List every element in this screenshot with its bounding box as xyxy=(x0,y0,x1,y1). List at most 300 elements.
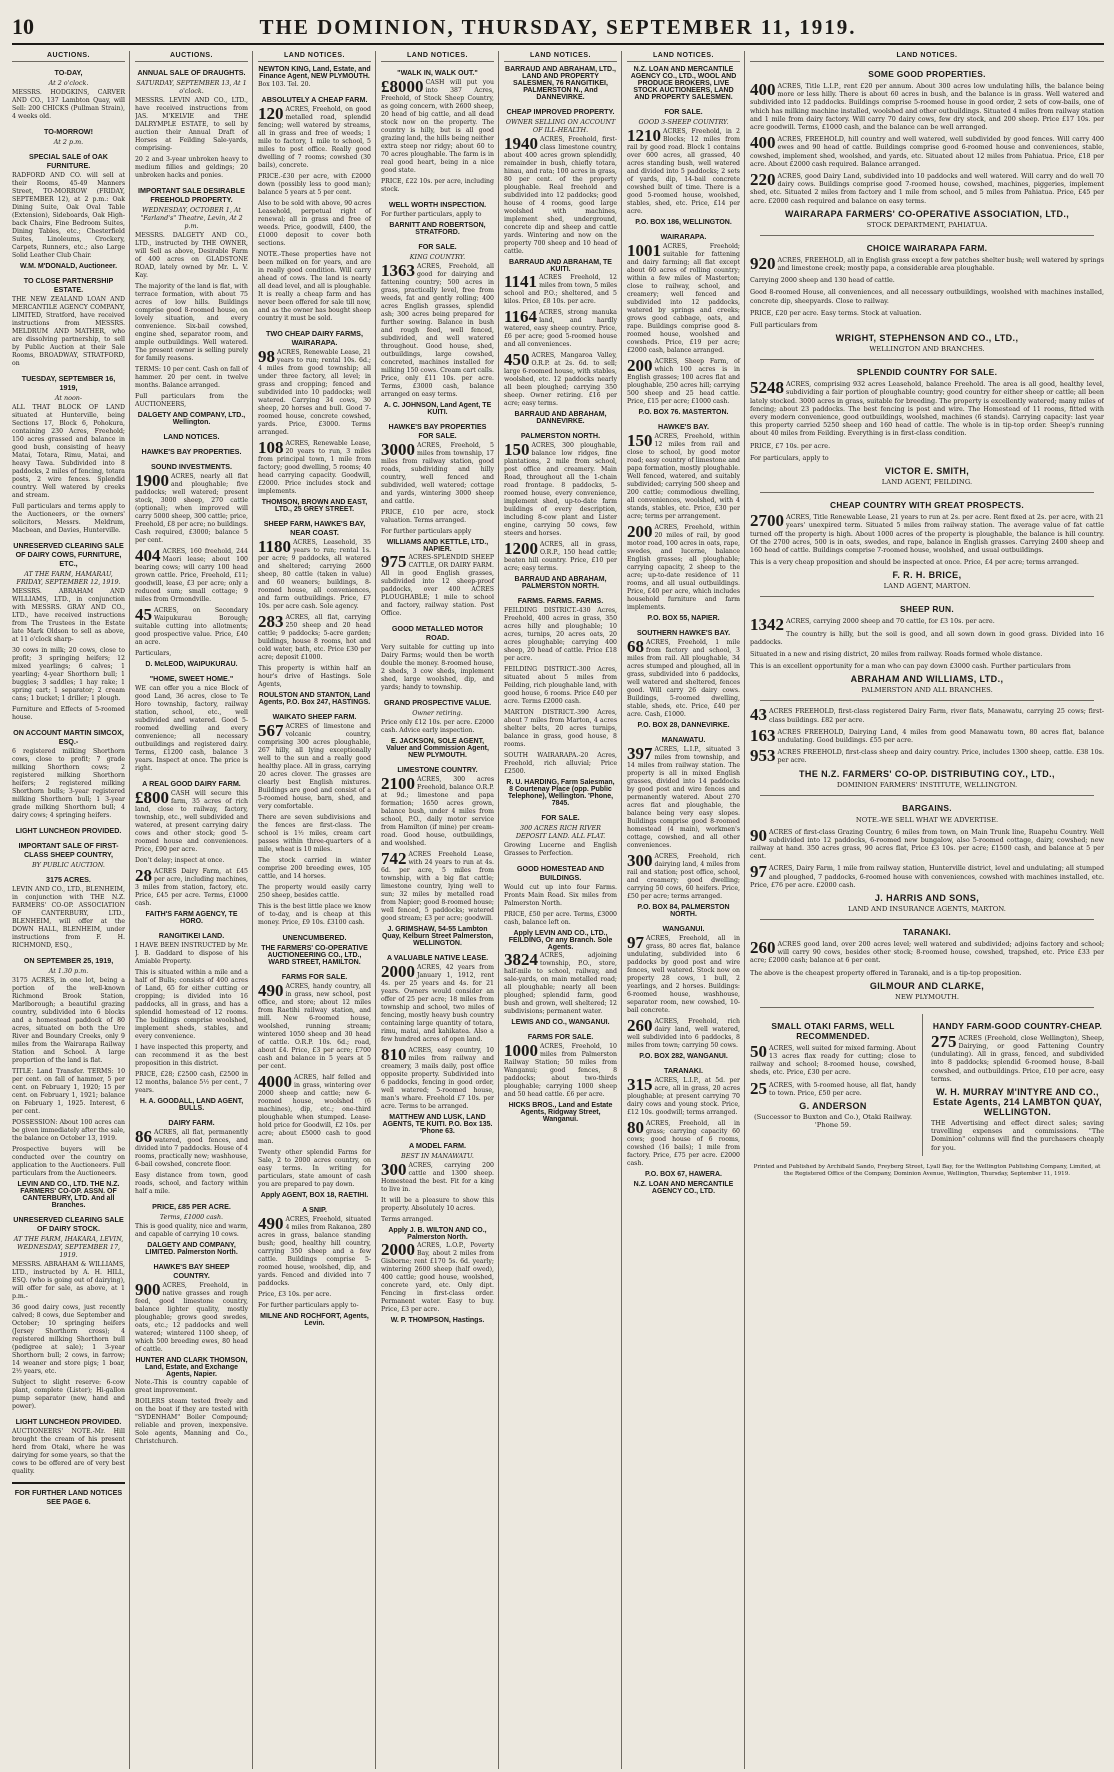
ad-acreage: 80 xyxy=(627,1118,644,1137)
advertiser-name: DALGETY AND COMPANY, LIMITED. Palmerston North. xyxy=(145,1242,238,1256)
ad-heading: HAWKE'S BAY. xyxy=(658,422,709,431)
ad-body: ACRES, on Secondary Waipukurau Borough; suitable cutting into allotments; good prospective value. Price, £40 an acre. xyxy=(135,607,248,646)
ad-text xyxy=(135,1172,248,1196)
ad-heading: HAWKE'S BAY SHEEP COUNTRY. xyxy=(153,1262,230,1280)
ad-heading: GOOD HOMESTEAD AND BUILDINGS. xyxy=(516,864,605,882)
ad-body: Subject to slight reserve: 6-cow plant, complete (Lister); Hi-gallon pump separator (new, hand and power). xyxy=(12,1379,125,1410)
advertiser-address: PALMERSTON AND ALL BRANCHES. xyxy=(861,686,993,695)
ad-subheading: AT THE FARM, HAMARAU, FRIDAY, SEPTEMBER 12, 1919. xyxy=(16,570,121,586)
ad-text xyxy=(381,554,494,618)
advertiser-name: LEWIS AND CO., WANGANUI. xyxy=(511,1019,610,1026)
property-listing xyxy=(750,725,1104,745)
split-ads xyxy=(750,1014,1104,1156)
section-divider xyxy=(760,1007,1094,1008)
ad-body: ACRES, Freehold, rich dairying land, 4 miles from rail and station; post office, school, and creamery; good dwelling; carrying 50 cows, 60 heifers. Price, £50 per acre; terms arranged. xyxy=(627,853,740,900)
listing-description: ACRES, FREEHOLD, all in English grass except a few patches shelter bush; well watered by springs and limestone creek; mostly papa, a considerable area ploughable. xyxy=(777,255,1104,273)
ad-body: ACRES of limestone and volcanic country, comprising 300 acres ploughable, 267 hilly, all lying exceptionally well to the sun and a really good healthy place. All in grass, carrying 20 acres clover. The grasses are clearly best English mixtures. Buildings are good and consist of a 5-roomed house, barn, shed, and very comfortable. xyxy=(258,723,371,810)
section-heading: BARGAINS. xyxy=(902,802,952,813)
ad-text xyxy=(504,709,617,749)
section-heading: SMALL OTAKI FARMS, WELL RECOMMENDED. xyxy=(771,1020,895,1041)
advertiser-name: J. GRIMSHAW, 54-55 Lambton Quay, Kelburn Street Palmerston, WELLINGTON. xyxy=(381,926,494,947)
ad-text xyxy=(504,541,617,573)
listing-acreage: 953 xyxy=(750,746,776,766)
advertiser-address: STOCK DEPARTMENT, PAHIATUA. xyxy=(866,220,988,229)
listing-acreage: 920 xyxy=(750,253,776,273)
listing-description: ACRES, comprising 932 acres Leasehold, balance Freehold. The area is all good, healthy level, subdividing a fair portion of ploughable country; good country for either sheep or cattle; all been lately stocked. 3000 acres in grass, suitable for breeding. The property is excellently watered; many miles of fencing; about 23 paddocks. The best fencing is post and wire. The Homestead of 11 rooms, fitted with every modern convenience, good outbuildings, woolshed, machines (6 stands). Carrying capacity: last year this property carried 5250 sheep and 160 head of cattle. The whole is in tip-top order. Sheep's running about 40 miles from Feilding. Everything is in first-class condition. xyxy=(750,380,1104,438)
ad-heading: SPECIAL SALE of OAK FURNITURE. xyxy=(29,152,108,170)
ad-heading: FOR SALE. xyxy=(418,242,457,251)
listing-acreage: 50 xyxy=(750,1041,767,1061)
ad-body: ACRES, nearly all flat and ploughable; five paddocks; well watered; present stock, 3000 sheep, 270 cattle (optional); when improved will carry 5000 sheep, 300 cattle; price, Freehold, £8 per acre; no buildings. Cash required, £3000; balance 5 per cent. xyxy=(135,473,248,544)
ad-body: ACRES Dairy Farm, at £45 per acre, including machines, 3 miles from station, factory, etc. Price, £45 per acre. Terms, £1000 cash. xyxy=(135,868,248,907)
section-heading: SOME GOOD PROPERTIES. xyxy=(868,69,986,79)
ad-heading: WELL WORTH INSPECTION. xyxy=(388,200,487,209)
ad-text xyxy=(258,857,371,881)
ad-text xyxy=(258,1149,371,1189)
ad-body: CASH will secure this farm, 35 acres of rich land, close to railway, factory, township, etc., well subdivided and watered, at present carrying dairy cows and other stock; good 5-roomed house and conveniences. Price, £90 per acre. xyxy=(135,790,248,853)
ad-body: ACRES, Freehold, within 12 miles from rail and close to school, by good motor road; easy country of limestone and papa formation, mostly ploughable. Well fenced, watered, and suitably subdivided; carrying 500 sheep and 200 cattle; commodious dwelling, all conveniences, woolshed, with 4 stands, stables, etc. Price, £30 per acre; terms per arrangement. xyxy=(627,433,740,520)
ad-text xyxy=(258,81,371,89)
advertiser-address: DOMINION FARMERS' INSTITUTE, WELLINGTON. xyxy=(836,780,1018,789)
ad-text xyxy=(381,644,494,692)
ad-text xyxy=(12,1146,125,1178)
ad-text: PRICE, £20 per acre. Easy terms. Stock at valuation. xyxy=(750,308,922,317)
ad-body: It will be a pleasure to show this property. Absolutely 10 acres. xyxy=(381,1197,494,1212)
column-heading: AUCTIONS. xyxy=(135,51,248,62)
ad-body: ACRES, Mangaroa Valley, O.R.P. at 2s. 6d. to sell; large 6-roomed house, with stables, woolshed, etc. 12 paddocks nearly all been ploughed; carrying 350 sheep. Owner retiring. £16 per acre; easy terms. xyxy=(504,352,617,407)
ad-body: Also to be sold with above, 90 acres Leasehold, perpetual right of renewal; all in grass and free of weeds. Price, goodwill, £400, the £1000 deposit to cover both sections. xyxy=(258,200,371,247)
section-heading: SPLENDID COUNTRY FOR SALE. xyxy=(856,367,998,378)
ad-text xyxy=(258,1074,371,1146)
ad-text xyxy=(12,503,125,535)
ad-heading: LAND NOTICES. xyxy=(163,432,220,441)
ad-body: ACRES, strong manuka land, and hardly watered, easy sheep country. Price, £6 per acre; good 5-roomed house and all conveniences. xyxy=(504,309,617,348)
column-heading: LAND NOTICES. xyxy=(504,51,617,62)
ad-body: Growing Lucerne and English Grasses to Perfection. xyxy=(504,842,617,857)
ad-body: ACRES, 300 ploughable, balance low ridges, fine plantations, 2 mile from school, post office and creamery. Main Road, throughout all the 1-chain road frontage. 8 paddocks, 5-roomed house, every convenience, implement shed, up-to-date farm buildings of every description, including 8-cow plant and Lister engine, carrying 50 cows, few steers and horses. xyxy=(504,442,617,537)
section-heading: SHEEP RUN. xyxy=(899,604,955,615)
ad-heading: FOR SALE. xyxy=(664,107,703,116)
listing-description: ACRES (Freehold, close Wellington), Sheep, Dairying, or good Fattening Country (undulating). All in grass, fenced, and subdivided into 8 paddocks; splendid 6-roomed house, 8-bail cowshed, and outbuildings. Price, £10 per acre, easy terms. xyxy=(931,1033,1104,1083)
ad-text xyxy=(135,685,248,773)
ad-text xyxy=(504,607,617,663)
ad-acreage: 810 xyxy=(381,1045,407,1064)
ad-text xyxy=(135,473,248,545)
ad-text xyxy=(135,1379,248,1395)
advertiser-name: P.O. BOX 28, DANNEVIRKE. xyxy=(637,722,730,729)
ad-acreage: 1900 xyxy=(135,471,169,490)
ad-heading: UNENCUMBERED. xyxy=(282,933,347,942)
listing-acreage: 260 xyxy=(750,937,776,957)
ad-acreage: 68 xyxy=(627,637,644,656)
ad-heading: LIGHT LUNCHEON PROVIDED. xyxy=(15,1417,122,1426)
listing-description: ACRES, good Dairy Land, subdivided into 10 paddocks and well watered. Will carry and do well 70 dairy cows. Buildings comprise good 7-roomed house, cowshed, machines, piggeries, implement shed, etc. Situated 2 miles from factory and 1 mile from school, and 5 miles from Pahiatua. Price, £45 per acre. £2000 cash required and balance on easy terms. xyxy=(750,172,1104,205)
ad-body: ACRES, Freehold, in 2 Blocks; 12 miles from rail by good road. Block 1 contains over 600 acres, all grassed, 40 acres standing bush, well watered and divided into 5 paddocks; 2 sets of yards, dip, 14-bail concrete cowshed built of time. There is a good 5-roomed house, woolshed, stables, shed, etc. Price, £14 per acre. xyxy=(627,128,740,215)
ad-body: Box 103. Tel. 20. xyxy=(258,81,311,88)
ad-text xyxy=(135,969,248,1041)
property-listing xyxy=(750,380,1104,437)
ad-text: Carrying 2000 sheep and 130 head of cattle. xyxy=(750,276,895,285)
advertiser-name: Apply LEVIN AND CO., LTD., FEILDING, Or any Branch. Sole Agents. xyxy=(508,930,613,951)
property-listing xyxy=(750,253,1104,273)
advertiser-name: BARNITT AND ROBERTSON, STRATFORD. xyxy=(389,222,486,236)
columns xyxy=(12,51,1104,1769)
advertiser-name: FAITH'S FARM AGENCY, TE HORO. xyxy=(145,911,238,925)
advertiser-name: W. H. MURRAY M'INTYRE AND CO., Estate Agents, 214 LAMBTON QUAY, WELLINGTON. xyxy=(932,1087,1102,1117)
listing-description: ACRES, FREEHOLD, hill country and well watered, well subdivided by good fences. Will carry 400 ewes and 90 head of cattle. Buildings comprise good 6-roomed house and conveniences, stable, cowshed, implement shed, woolshed, and yards, etc. Situated about 12 miles from Pahiatua. Price, £18 per acre. About £2000 cash required. Balance arranged. xyxy=(750,135,1104,168)
section-divider xyxy=(760,919,1094,920)
ad-body: ACRES, all flat, permanently watered, good fences, and divided into 7 paddocks. House of 4 rooms, practically new; washhouse, 6-bail cowshed, concrete floor. xyxy=(135,1129,248,1168)
column-heading: AUCTIONS. xyxy=(12,51,125,62)
ad-text xyxy=(504,952,617,1016)
ad-heading: "WALK IN, WALK OUT." xyxy=(397,68,478,77)
ad-body: ACRES, Freehold, 5 miles from township, 17 miles from railway station, good roads, subdividing and hilly country, well fenced and subdivided, well watered; cottage and yards, wintering 3000 sheep and cattle. xyxy=(381,442,494,505)
ad-text xyxy=(135,548,248,604)
ad-body: Price, £3 10s. per acre. xyxy=(258,1291,332,1298)
ad-body: MESSRS. ABRAHAM AND WILLIAMS, LTD., in conjunction with MESSRS. GRAY AND CO., LTD., have received instructions from The Trustees in the Estate late Mark Oldson to sell as above, at 11 o'clock sharp- xyxy=(12,588,125,643)
advertiser-name: THE N.Z. FARMERS' CO-OP. DISTRIBUTING COY., LTD., xyxy=(799,768,1055,779)
ad-text xyxy=(12,1379,125,1411)
listing-description: ACRES, Title L.I.P., rent £20 per annum. About 300 acres low undulating hills, the balance being more or less hilly. There is about 60 acres in bush, and the balance is in grass. Well watered and subdivided into 12 paddocks. Buildings comprise 5-roomed house in good order, 2 sets of cow-bails, one of which has milking machine installed, woolshed and other outbuildings. Situated 4 miles from railway station and 1 mile from dairy factory. Will carry 70 dairy cows, few dry stock, and 200 sheep. Price £17 10s. per acre goodwill. Terms, £1000 cash, and the balance can be well arranged. xyxy=(750,82,1104,132)
listing-description: ACRES FREEHOLD, first-class registered Dairy Farm, river flats, Manawatu, carrying 25 cows; first-class buildings. £82 per acre. xyxy=(769,707,1104,724)
section-heading: CHOICE WAIRARAPA FARM. xyxy=(866,242,988,253)
ad-body: Terms arranged. xyxy=(381,1216,434,1223)
advertiser-name: WRIGHT, STEPHENSON AND CO., LTD., xyxy=(835,333,1019,344)
advertiser-name: E. JACKSON, SOLE AGENT, Valuer and Commission Agent, NEW PLYMOUTH. xyxy=(386,738,489,759)
ad-text xyxy=(627,433,740,521)
ad-text xyxy=(504,842,617,858)
advertiser-name: DALGETY AND COMPANY, LTD., Wellington. xyxy=(137,412,246,426)
listing-acreage: 220 xyxy=(750,170,776,190)
ad-acreage: 120 xyxy=(258,104,284,123)
listing-description: ACRES, with 5-roomed house, all flat, handy to town. Price, £50 per acre. xyxy=(769,1080,916,1097)
listing-description: ACRES FREEHOLD, Dairying Land, 4 miles from good Manawatu town, 80 acres flat, balance undulating. Good buildings. £55 per acre. xyxy=(777,727,1104,744)
ad-text xyxy=(627,128,740,216)
ad-heading: LIMESTONE COUNTRY. xyxy=(397,765,478,774)
ad-heading: ABSOLUTELY A CHEAP FARM. xyxy=(261,95,368,104)
ad-body: ACRES, easy country, 10 miles from railway and creamery, 3 mails daily, post office opposite property. Subdivided into 6 paddocks, fencing in good order, well watered; 5-roomed house, man's whare. Freehold £7 10s. per acre. Terms to be arranged. xyxy=(381,1047,494,1110)
ad-heading: PALMERSTON NORTH. xyxy=(520,431,601,440)
ad-body: ACRES, Freehold, on good metalled road, splendid fencing; well watered by streams, all in grass and free of weeds; 1 mile to factory, 1 mile to school, 5 miles to post office. Really good dwelling of 7 rooms; cowshed (30 bails), concrete. xyxy=(258,106,371,169)
listing-acreage: 97 xyxy=(750,862,767,882)
ad-body: ACRES, Freehold, in native grasses and rough feed, good limestone country, balance lighter quality, mostly ploughable; grows good swedes, oats, etc.; 12 paddocks and well watered; wintered 1100 sheep, of which 500 breeding ewes, 80 head of cattle. xyxy=(135,1282,248,1353)
ad-acreage: 300 xyxy=(381,1160,407,1179)
ad-text xyxy=(135,650,248,658)
ad-heading: HAWKE'S BAY PROPERTIES. xyxy=(141,447,242,456)
ad-heading: RANGITIKEI LAND. xyxy=(158,931,225,940)
ad-acreage: 900 xyxy=(135,1280,161,1299)
ad-heading: TARANAKI. xyxy=(664,1066,703,1075)
ad-acreage: 108 xyxy=(258,438,284,457)
ad-body: AUCTIONEERS' NOTE.-Mr. Hill brought the cream of his present herd from Otaki, where he was dairying for some years, so that the cows to be offered are of very best quality. xyxy=(12,1428,125,1475)
ad-acreage: 490 xyxy=(258,1214,284,1233)
ad-body: ACRES, Freehold, 1 mile from factory and school, 3 miles from rail. All ploughable, 34 acres stumped and ploughed, all in grass, subdivided into 6 paddocks, well watered and sheltered, fences good. Will carry 26 dairy cows. Buildings, 5-roomed dwelling, stable, sheds, etc. Price, £40 per acre. Cash, £1000. xyxy=(627,639,740,718)
ad-text xyxy=(258,349,371,437)
ad-body: ALL THAT BLOCK OF LAND situated at Hunterville, being Sections 17, Block 6, Pohokura, containing 230 Acres, Freehold; 150 acres grassed and balance in good bush, consisting of heavy Matai, Totara, Rimu, Matai, and heavy Tawa. Subdivided into 8 paddocks, 2 miles of fencing, totara posts, 2 wire fences. Splendid country. Well watered by creeks and stream. xyxy=(12,404,125,499)
ad-body: ACRES, Freehold, within 20 miles of rail, by good motor road, 100 acres in oats, rape, swedes, and lucerne, balance English grasses; all ploughable; carrying capacity, 2 sheep to the acre; up-to-date residence of 11 rooms, and all usual outbuildings. Price, £40 per acre, which includes household furniture and farm implements. xyxy=(627,524,740,611)
ad-text xyxy=(258,173,371,197)
ad-acreage: 1940 xyxy=(504,134,538,153)
ad-text xyxy=(135,857,248,865)
ad-body: ACRES Freehold Lease, with 24 years to run at 4s. 6d. per acre, 5 miles from township, with a big flat cattle; limestone country, lying well to sun; 32 miles by metalled road from Napier; good 8-roomed house; well fenced, 5 paddocks; watered good stream; £3 per acre; goodwill. xyxy=(381,851,494,922)
listing-description: ACRES, Title Renewable Lease, 21 years to run at 2s. per acre. Rent fixed at 2s. per acre, with 21 years' unexpired term. Situated 5 miles from railway station. The average value of fat cattle turned off the property is high. About 1000 acres of the property is ploughable, the balance is hill country. Of the 2700 acres, 500 is in oats, swedes, and rape, balance in English grasses. Carrying 2400 sheep and 160 head of cattle. Buildings comprise 7-roomed house, woolshed, and usual outbuildings. xyxy=(750,513,1104,554)
ad-text xyxy=(627,639,740,719)
ad-heading: TO-MORROW! xyxy=(44,127,93,136)
ad-text xyxy=(12,1119,125,1143)
ad-body: ACRES, Freehold, all in grass; carrying capacity 60 cows; good house of 6 rooms, cowshed (16 bails); 1 mile from factory. Price, £75 per acre. £2000 cash. xyxy=(627,1120,740,1167)
ad-body: ACRES, carrying 200 cattle and 1300 sheep. Homestead the best. Fit for a king to live in. xyxy=(381,1162,494,1193)
listing-acreage: 2700 xyxy=(750,511,784,531)
ad-text xyxy=(258,903,371,927)
ad-text xyxy=(135,607,248,647)
ad-subheading: At 1.30 p.m. xyxy=(48,967,89,975)
ad-text xyxy=(504,1043,617,1099)
ad-body: 3175 ACRES, in one lot, being a portion of the well-known Richmond Brook Station, Marlborough; a beautiful grazing country, subdivided into 6 blocks and a homestead paddock of 80 acres, situated on both the Ure River and Boundary Creeks, only 9 miles from the Wairarapa Railway Station and School. A large proportion of the land is flat. xyxy=(12,977,125,1064)
ad-subheading: Terms, £1000 cash. xyxy=(159,1213,224,1221)
listing-acreage: 275 xyxy=(931,1031,957,1051)
ad-body: ACRES, L.I.P., situated 3 miles from township, and 14 miles from railway station. The property is all in mixed English grasses, divided into 14 paddocks by good post and wire fences and permanently watered. About 270 acres flat and ploughable, the balance being very easy slopes. Buildings comprise good 8-roomed homestead (4 main), workmen's cottage, cowshed, and all other conveniences. xyxy=(627,746,740,849)
ad-heading: ON ACCOUNT MARTIN SIMCOX, ESQ.- xyxy=(13,728,124,746)
ad-body: PRICE.-£30 per acre, with £2000 down (possibly less to good man); balance 5 years at 5 per cent. xyxy=(258,173,371,196)
advertiser-address: NEW PLYMOUTH. xyxy=(894,992,960,1001)
advertiser-name: WILLIAMS AND KETTLE, LTD., NAPIER. xyxy=(386,539,489,553)
listing-description: ACRES, carrying 2000 sheep and 70 cattle, for £3 10s. per acre. xyxy=(786,617,995,626)
ad-body: Particulars, xyxy=(135,650,172,657)
ad-acreage: 2000 xyxy=(381,1240,415,1259)
ad-subheading: BY PUBLIC AUCTION. xyxy=(32,861,105,869)
advertiser-name: Apply J. B. WILTON AND CO., Palmerston North. xyxy=(388,1227,487,1241)
ad-body: PRICE, £22 10s. per acre, including stock. xyxy=(381,178,494,193)
column-heading: LAND NOTICES. xyxy=(381,51,494,62)
ad-text xyxy=(504,274,617,306)
ad-text: The country is hilly, but the soil is good, and all sown down in good grass. Divided into 16 paddocks. xyxy=(750,629,1104,646)
ad-acreage: 315 xyxy=(627,1075,653,1094)
ad-text xyxy=(135,790,248,854)
listing-description: ACRES, Dairy Farm, 1 mile from railway station, Hunterville district, level and undulating; all stumped and ploughed, 7 paddocks, 6-roomed house with conveniences, cowshed with machines installed, etc. Price, £76 per acre. £2000 cash. xyxy=(750,864,1104,889)
ad-text xyxy=(627,1077,740,1117)
ad-body: ACRES, L.I.P., at 5d. per acre, all in grass, 20 acres ploughable; at present carrying 70 dairy cows and young stock. Price, £12 10s. goodwill; terms arranged. xyxy=(627,1077,740,1116)
ad-body: For further particulars apply to- xyxy=(258,1302,359,1309)
ad-text xyxy=(381,719,494,735)
advertiser-name: P.O. BOX 282, WANGANUI. xyxy=(639,1053,728,1060)
ad-body: Price only £12 10s. per acre. £2000 cash. Advice early inspection. xyxy=(381,719,494,734)
ad-text xyxy=(135,1282,248,1354)
ad-text xyxy=(381,211,494,219)
ad-text xyxy=(12,172,125,260)
ad-text xyxy=(258,814,371,854)
ad-body: MARTON DISTRICT.-390 Acres, about 7 miles from Marton, 4 acres shelter belts, 20 acres turnips, balance in grass, good house, 8 rooms. xyxy=(504,709,617,748)
section-divider xyxy=(760,596,1094,597)
advertiser-address: LAND AGENT, MARTON. xyxy=(883,582,971,591)
ad-text xyxy=(135,366,248,390)
ad-body: THE NEW ZEALAND LOAN AND MERCANTILE AGENCY COMPANY, LIMITED, Stratford, have received instructions from MESSRS. MELDRUM AND MATHER, who are dissolving partnership, to sell by Public Auction at their Sale Rooms, BROADWAY, STRATFORD, on xyxy=(12,296,125,367)
ad-heading: LIGHT LUNCHEON PROVIDED. xyxy=(15,826,122,835)
ad-heading: A VALUABLE NATIVE LEASE. xyxy=(386,953,489,962)
property-listing xyxy=(750,1041,916,1077)
ad-text xyxy=(381,1216,494,1224)
ad-body: ACRES, Sheep Farm, of which 100 acres is in English grasses; 100 acres flat and ploughable, 250 acres hill; carrying 500 sheep and 25 head cattle. Price, £15 per acre; £1000 cash. xyxy=(627,358,740,405)
advertiser-name: LEVIN AND CO., LTD. THE N.Z. FARMERS' CO-OP. ASSN. OF CANTERBURY, LTD. And all Branches. xyxy=(17,1181,120,1209)
ad-acreage: 404 xyxy=(135,546,161,565)
ad-body: 6 registered milking Shorthorn cows, close to profit; 7 grade milking Shorthorn cows; 2 registered milking Shorthorn heifers; 2 registered milking Shorthorn bulls; 3-year registered milking Shorthorn bull; 1 3-year grade milking Shorthorn bull; 4 dairy cows; 4 springing heifers. xyxy=(12,748,125,819)
property-listing xyxy=(750,937,1104,965)
section-heading: CHEAP COUNTRY WITH GREAT PROSPECTS. xyxy=(830,500,1024,511)
ad-text xyxy=(381,509,494,525)
listing-acreage: 25 xyxy=(750,1078,767,1098)
ad-text: Good 8-roomed House, all conveniences, and all necessary outbuildings, woolshed with machines installed, concrete dip, sheepyards. Close to railway. xyxy=(750,288,1104,305)
ad-body: 20 2 and 3-year unbroken heavy to medium fillies and geldings; 20 unbroken hacks and ponies. xyxy=(135,156,248,179)
ad-text xyxy=(135,283,248,363)
ad-text xyxy=(12,706,125,722)
ad-heading: PRICE, £85 PER ACRE. xyxy=(152,1202,231,1211)
ad-acreage: 2100 xyxy=(381,774,415,793)
column-6 xyxy=(627,51,745,1769)
advertiser-name: MATTHEW AND LUSK, LAND AGENTS, TE KUITI. P.O. Box 135. 'Phone 63. xyxy=(382,1114,493,1135)
ad-heading: IMPORTANT SALE OF FIRST-CLASS SHEEP COUNTRY, xyxy=(18,841,119,859)
ad-text xyxy=(258,614,371,662)
ad-body: Twenty other splendid Farms for Sale, 2 to 2000 acres country, on easy terms. In writing for particulars, state amount of cash you are prepared to pay down. xyxy=(258,1149,371,1188)
ad-subheading: 300 ACRES RICH RIVER DEPOSIT LAND. ALL FLAT. xyxy=(515,824,606,840)
ad-body: Don't delay; inspect at once. xyxy=(135,857,225,864)
ad-body: MESSRS. LEVIN AND CO., LTD., have received instructions from JAS. M'KELVIE and THE DALRYMPLE ESTATE, to sell by auction their Annual Draft of Horses at Feilding Sale-yards, comprising- xyxy=(135,97,248,152)
property-listing xyxy=(931,1031,1104,1083)
advertiser-name: THE FARMERS' CO-OPERATIVE AUCTIONEERING CO., LTD., WARD STREET, HAMILTON. xyxy=(261,945,368,966)
ad-text xyxy=(627,853,740,901)
advertiser-name: W.M. M'DONALD, Auctioneer. xyxy=(19,263,118,270)
advertiser-address: NOTE.-WE SELL WHAT WE ADVERTISE. xyxy=(855,815,999,824)
ad-text xyxy=(381,776,494,848)
ad-text xyxy=(258,539,371,611)
ad-acreage: 200 xyxy=(627,356,653,375)
ad-subheading: AT THE FARM, IHAKARA, LEVIN, WEDNESDAY, SEPTEMBER 17, 1919. xyxy=(13,1235,124,1259)
listing-acreage: 400 xyxy=(750,80,776,99)
advertiser-address: LAND AGENT, FEILDING. xyxy=(881,478,973,487)
ad-acreage: 1200 xyxy=(504,539,538,558)
advertiser-name: WAIRARAPA FARMERS' CO-OPERATIVE ASSOCIATION, LTD., xyxy=(784,208,1070,219)
column-heading: LAND NOTICES. xyxy=(627,51,740,62)
ad-text: THE Advertising and effect direct sales; saving travelling expenses and commissions. "The Dominion" columns will find the purchasers cheaply for you. xyxy=(931,1119,1104,1152)
ad-body: BOILERS steam tested freely and on the boat if they are tested with "SYDENHAM" Boiler Compound; reliable and proven, inexpensive. Sole agents, Manning and Co., Christchurch. xyxy=(135,1398,248,1445)
ad-heading: SOUTHERN HAWKE'S BAY. xyxy=(636,628,731,637)
ad-subheading: WEDNESDAY, OCTOBER 1, At "Farland's" Theatre, Levin, At 2 p.m. xyxy=(140,206,243,230)
ad-text xyxy=(135,1129,248,1169)
ad-heading: SOUND INVESTMENTS. xyxy=(150,462,233,471)
property-listing xyxy=(750,707,1104,723)
ad-body: ACRES, Freehold, rich dairy land, well watered, well subdivided into 6 paddocks, 8 miles from town; carrying 50 cows. xyxy=(627,1018,740,1049)
ad-text xyxy=(258,983,371,1071)
ad-body: Full particulars and terms apply to the Auctioneers, or the owners' solicitors, Messrs. Meldrum, Macbean, and Davies, Hunterville. xyxy=(12,503,125,534)
ad-heading: IMPORTANT SALE DESIRABLE FREEHOLD PROPERTY. xyxy=(138,186,245,204)
ad-heading: ON SEPTEMBER 25, 1919, xyxy=(23,956,114,965)
ad-text xyxy=(135,97,248,153)
advertiser-name: GILMOUR AND CLARKE, xyxy=(869,980,985,991)
column-2 xyxy=(135,51,253,1769)
advertiser-name: BARRAUD AND ABRAHAM, LTD., LAND AND PROPERTY SALESMEN, 76 RANGITIKEI, PALMERSTON N., And DANNEVIRKE. xyxy=(505,66,616,101)
ad-subheading: At 2 p.m. xyxy=(53,138,84,146)
ad-text xyxy=(504,752,617,776)
listing-acreage: 90 xyxy=(750,825,767,845)
ad-text xyxy=(12,1304,125,1376)
ad-text xyxy=(504,309,617,349)
ad-body: MESSRS. DALGETY AND CO., LTD., instructed by THE OWNER, will Sell as above, Desirable Farm of 400 acres on GLADSTONE ROAD, lately owned by Mr. L. V. Kay. xyxy=(135,232,248,279)
advertiser-name: ABRAHAM AND WILLIAMS, LTD., xyxy=(850,674,1004,685)
ad-body: FEILDING DISTRICT.-430 Acres, Freehold, 400 acres in grass, 350 acres hilly and ploughable; 10 acres, turnips, 20 acres oats, 20 acres ploughable; carrying 400 sheep, 20 head of cattle. Price £18 per acre. xyxy=(504,607,617,662)
ad-body: RADFORD AND CO. will sell at their Rooms, 45-49 Manners Street, TO-MORROW (FRIDAY, SEPTEMBER 12), at 2 p.m.: Oak Dining Suite, Oak Oval Table (Extension), Sideboards, Oak High-back Chairs, Fine Bedroom Suites, Dining Tables, etc.; Chesterfield Suites, Linoleums, Crockery, Carpets, Runners, etc.; also Large Solid Leather Club Chair. xyxy=(12,172,125,259)
advertiser-name: THOMSON, BROWN AND EAST, LTD., 25 GREY STREET. xyxy=(261,499,368,513)
ad-body: The stock carried in winter comprise 200 breeding ewes, 105 cattle, and 14 horses. xyxy=(258,857,371,880)
ad-acreage: 45 xyxy=(135,605,152,624)
ad-acreage: 200 xyxy=(627,522,653,541)
ad-heading: A REAL GOOD DAIRY FARM. xyxy=(142,779,241,788)
ad-text xyxy=(258,1302,371,1310)
ad-body: ACRES, 160 freehold, 244 Maori lease; about 100 bearing cows; will carry 100 head grown cattle. Price, Freehold, £11; goodwill, lease, £3 per acre; only a reduced sum; small cottage; 9 miles from Ormondville. xyxy=(135,548,248,603)
ad-text xyxy=(258,440,371,496)
ad-acreage: 150 xyxy=(627,431,653,450)
ad-acreage: 300 xyxy=(627,851,653,870)
ad-text xyxy=(504,666,617,706)
ad-text xyxy=(381,1047,494,1111)
ad-body: SOUTH WAIRARAPA.-20 Acres, Freehold, rich alluvial; Price £2500. xyxy=(504,752,617,775)
section-divider xyxy=(760,700,1094,701)
advertiser-name: A. C. JOHNSON, Land Agent, TE KUITI. xyxy=(383,402,492,416)
listing-acreage: 400 xyxy=(750,133,776,153)
listing-description: ACRES good land, over 200 acres level; well watered and subdivided; adjoins factory and school; will carry 90 cows, besides other stock; 8-roomed house, cowshed, trapshed, etc. Price £33 per acre; £2000 cash; balance at 6 per cent. xyxy=(750,939,1104,965)
ad-body: PRICE, £10 per acre, stock valuation. Terms arranged. xyxy=(381,509,494,524)
listing-description: ACRES, well suited for mixed farming. About 13 acres flax ready for cutting; close to railway and school; 8-roomed house, cowshed, sheds, etc. Price, £30 per acre. xyxy=(750,1043,916,1077)
ad-text xyxy=(258,200,371,248)
ad-text xyxy=(381,528,494,536)
property-listing xyxy=(750,82,1104,131)
property-listing xyxy=(750,748,1104,764)
ad-text xyxy=(258,251,371,323)
ad-heading: 3175 ACRES. xyxy=(46,875,91,884)
ad-subheading: OWNER SELLING ON ACCOUNT OF ILL-HEALTH. xyxy=(505,118,616,134)
ad-subheading: SATURDAY, SEPTEMBER 13, At 1 o'clock. xyxy=(136,79,247,95)
ad-body: ACRES, Freehold, 10 miles from Palmerston Railway Station; 50 miles from Wanganui; good fences, 8 paddocks; about two-thirds ploughable; carrying 1000 sheep and 50 head cattle. £6 per acre. xyxy=(504,1043,617,1098)
ad-body: Very suitable for cutting up into Dairy Farms; would then be worth double the money. 8-roomed house, 2 sheds, 3 cow sheds, implement shed, large woolshed, dip, and yards; handy to township. xyxy=(381,644,494,691)
ad-text xyxy=(12,588,125,644)
ad-body: Would cut up into four Farms. Fronts Main Road. Six miles from Palmerston North. xyxy=(504,884,617,907)
ad-text xyxy=(12,886,125,950)
ad-text xyxy=(381,442,494,506)
ad-body: MESSRS. ABRAHAM & WILLIAMS, LTD., instructed by A. H. HILL, ESQ. (who is going out of dairying), will offer for sale, as above, at 1 p.m.- xyxy=(12,1261,125,1300)
ad-text xyxy=(381,851,494,923)
ad-text xyxy=(12,1261,125,1301)
ad-text xyxy=(627,243,740,355)
ad-heading: FARMS FOR SALE. xyxy=(281,972,348,981)
ad-body: ACRES, Freehold, first-class limestone country, about 400 acres grown splendidly, remainder in bush, chiefly totara, hinau, and rata; 100 acres in grass, 80 per cent. of the property ploughable. Real freehold and subdivided into 12 paddocks; good house of 4 rooms, good large woolshed with machines, implement shed, underground, concrete dip and sheep and cattle yards. Wintering and now on the property 700 sheep and 10 head of cattle. xyxy=(504,136,617,255)
ad-subheading: BEST IN MANAWATU. xyxy=(401,1152,474,1160)
ad-body: FEILDING DISTRICT.-300 Acres, situated about 5 miles from Feilding, rich ploughable land, with good house, 6 rooms. Price £40 per acre. Terms £2000 cash. xyxy=(504,666,617,705)
ad-text xyxy=(135,156,248,180)
advertiser-name: H. A. GOODALL, LAND AGENT, BULLS. xyxy=(139,1098,244,1112)
ad-text xyxy=(135,868,248,908)
ad-text xyxy=(627,1018,740,1050)
ad-text: PRICE, £7 10s. per acre. xyxy=(750,441,831,450)
newspaper-title: THE DOMINION, THURSDAY, SEPTEMBER 11, 1919. xyxy=(259,15,857,39)
ad-body: This is situated within a mile and a half of Bulls; consists of 400 acres of Land, 65 for either cutting or cropping; is divided into 16 paddocks, all in grass, and has a splendid homestead of 12 rooms. The buildings comprise woolshed, implement sheds, stables, and every convenience. xyxy=(135,969,248,1040)
ad-acreage: 4000 xyxy=(258,1072,292,1091)
ad-heading: UNRESERVED CLEARING SALE OF DAIRY COWS, FURNITURE, ETC., xyxy=(13,541,124,568)
listing-description: ACRES FREEHOLD, first-class sheep and dairy country. Price, includes 1300 sheep, cattle. £38 10s. per acre. xyxy=(777,748,1104,765)
ad-text xyxy=(258,665,371,689)
advertiser-name: ROULSTON AND STANTON, Land Agents, P.O. Box 247, HASTINGS. xyxy=(258,692,371,706)
ad-body: ACRES, all in grass, O.R.P., 150 head cattle; beaten hill country. Price, £10 per acre; easy terms. xyxy=(504,541,617,572)
column-4 xyxy=(381,51,499,1769)
ad-text xyxy=(627,524,740,612)
ad-body: TERMS: 10 per cent. Cash on fall of hammer. 20 per cent. in twelve months. Balance arranged. xyxy=(135,366,248,389)
ad-heading: TUESDAY, SEPTEMBER 16, 1919, xyxy=(21,374,116,392)
